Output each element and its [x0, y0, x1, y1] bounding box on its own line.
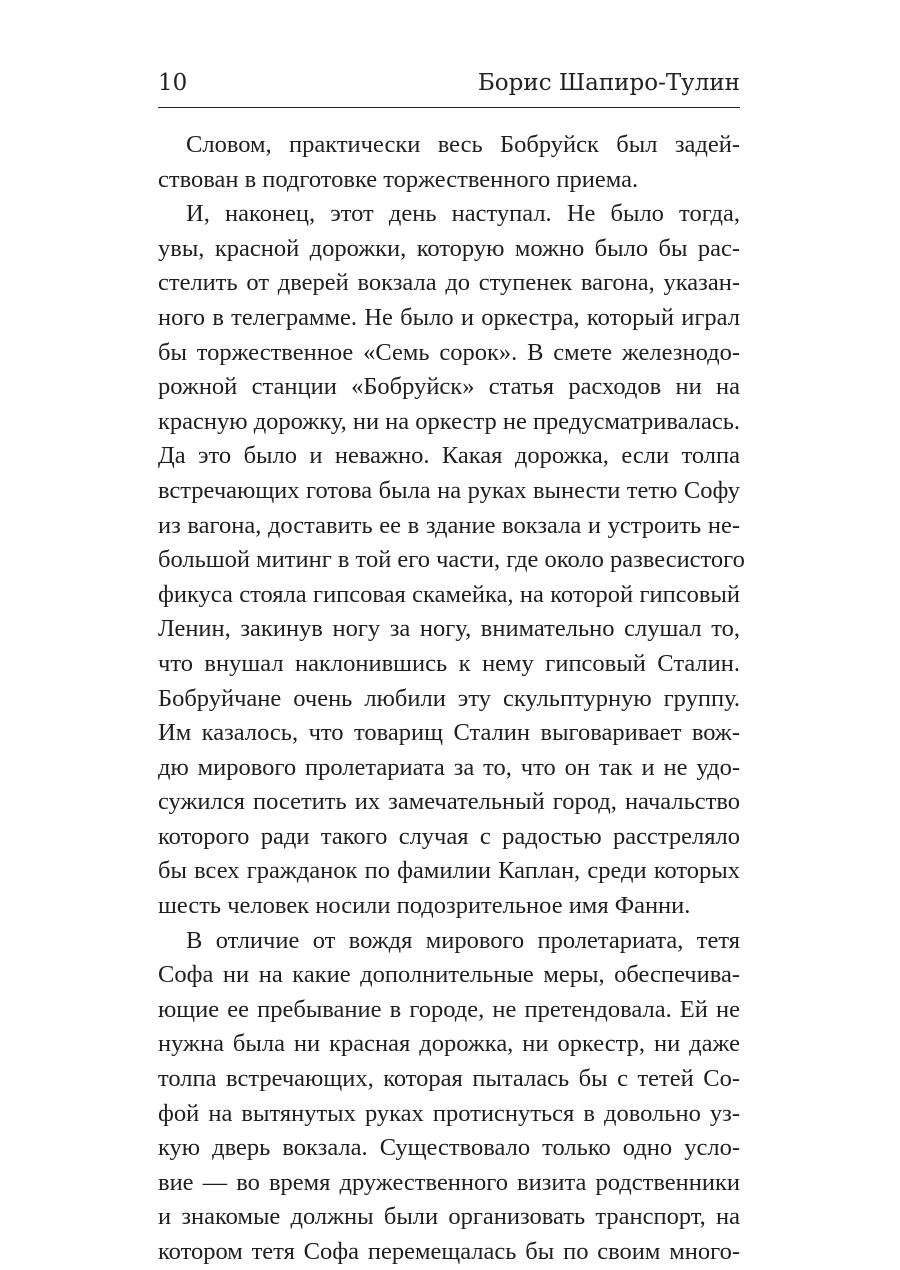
text-line: бы торжественное «Семь сорок». В смете железнодо- [158, 338, 740, 366]
book-author: Борис Шапиро-Тулин [477, 70, 740, 96]
text-line: ного в телеграмме. Не было и оркестра, который играл [158, 303, 740, 331]
text-line: шесть человек носили подозрительное имя Фанни. [158, 892, 691, 920]
text-line: фикуса стояла гипсовая скамейка, на которой гипсовый [158, 580, 740, 608]
text-line: встречающих готова была на руках вынести тетю Софу [158, 476, 740, 504]
text-line: большой митинг в той его части, где около развесистого [158, 546, 745, 574]
text-line: Да это было и неважно. Какая дорожка, если толпа [158, 442, 740, 470]
text-line: бы всех гражданок по фамилии Каплан, среди которых [158, 857, 740, 885]
text-line: стелить от дверей вокзала до ступенек вагона, указан- [158, 269, 740, 297]
text-line: увы, красной дорожки, которую можно было бы рас- [158, 234, 740, 262]
page-number: 10 [158, 70, 188, 96]
text-line: кую дверь вокзала. Существовало только одно усло- [158, 1134, 740, 1162]
text-line: И, наконец, этот день наступал. Не было тогда, [186, 200, 740, 228]
header-rule [158, 107, 740, 108]
text-line: вие — во время дружественного визита родственники [158, 1168, 740, 1196]
text-line: нужна была ни красная дорожка, ни оркестр, ни даже [158, 1030, 740, 1058]
text-line: котором тетя Софа перемещалась бы по своим много- [158, 1238, 740, 1265]
text-line: толпа встречающих, которая пыталась бы с тетей Со- [158, 1065, 740, 1093]
text-line: которого ради такого случая с радостью расстреляло [158, 822, 740, 850]
text-line: фой на вытянутых руках протиснуться в довольно уз- [158, 1099, 740, 1127]
text-line: ствован в подготовке торжественного приема. [158, 165, 639, 193]
text-line: и знакомые должны были организовать транспорт, на [158, 1203, 740, 1231]
running-head [158, 66, 740, 102]
text-line: из вагона, доставить ее в здание вокзала и устроить не- [158, 511, 740, 539]
text-line: Бобруйчане очень любили эту скульптурную группу. [158, 684, 740, 712]
text-line: что внушал наклонившись к нему гипсовый Сталин. [158, 649, 740, 677]
text-line: Софа ни на какие дополнительные меры, обеспечива- [158, 961, 740, 989]
text-line: дю мирового пролетариата за то, что он так и не удо- [158, 753, 740, 781]
text-line: В отличие от вождя мирового пролетариата, тетя [186, 926, 740, 954]
text-line: Словом, практически весь Бобруйск был задей- [186, 131, 740, 158]
text-line: сужился посетить их замечательный город, начальство [158, 788, 740, 816]
text-line: Им казалось, что товарищ Сталин выговаривает вож- [158, 719, 740, 747]
text-line: рожной станции «Бобруйск» статья расходов ни на [158, 373, 740, 401]
body-text [158, 128, 745, 1270]
text-line: ющие ее пребывание в городе, не претендовала. Ей не [158, 995, 740, 1023]
text-line: красную дорожку, ни на оркестр не предусматривалась. [158, 407, 740, 435]
text-line: Ленин, закинув ногу за ногу, внимательно слушал то, [158, 615, 740, 643]
